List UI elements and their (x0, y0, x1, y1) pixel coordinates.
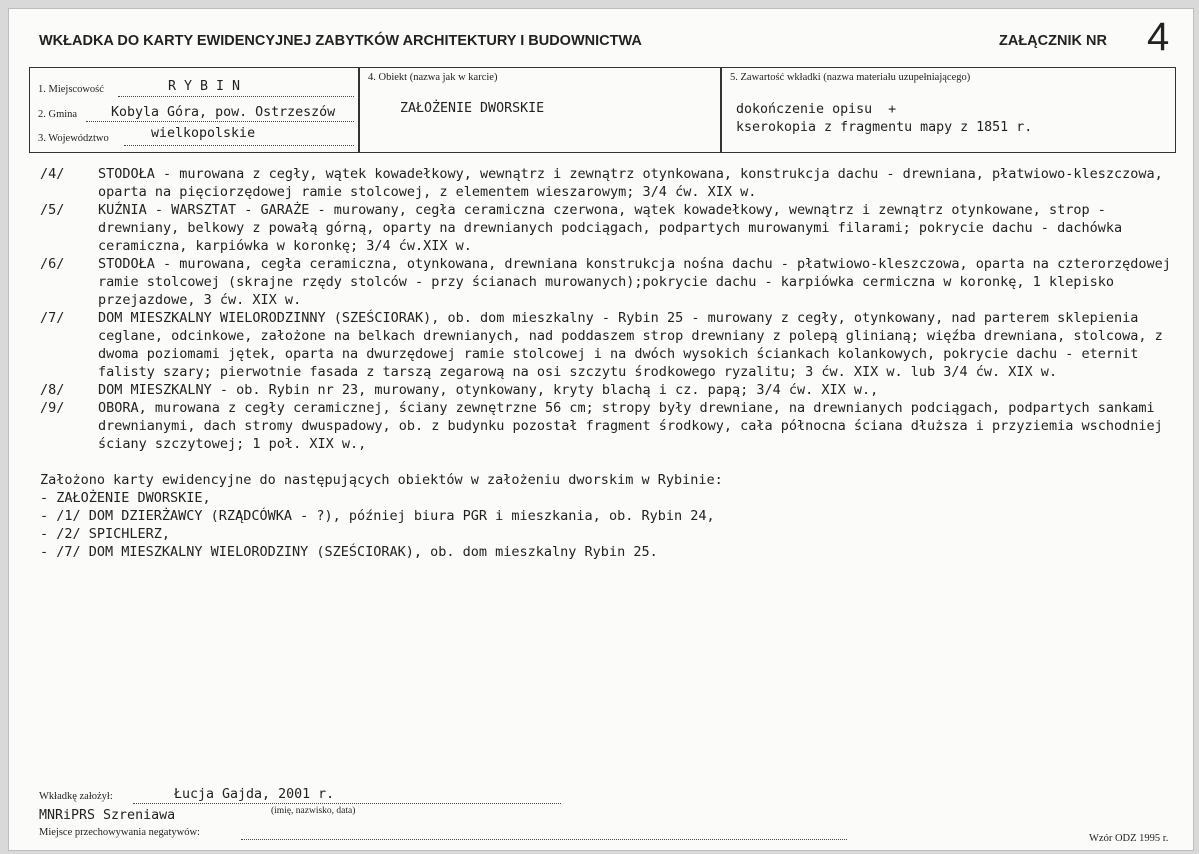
institution: MNRiPRS Szreniawa (39, 808, 176, 823)
entry-text: OBORA, murowana z cegły ceramicznej, ściany zewnętrzne 56 cm; stropy były drewniane, na drewnianych podciągach, podpartych sankami drewnianymi, dach stromy dwuspadowy, ob. z budynku pozostał fragment środkowy, cała północna ściana dłuższa i przyziemia wschodniej ściany szczytowej; 1 poł. XIX w., (98, 400, 1171, 452)
annex-label: ZAŁĄCZNIK NR (999, 33, 1107, 49)
form-title: WKŁADKA DO KARTY EWIDENCYJNEJ ZABYTKÓW ARCHITEKTURY I BUDOWNICTWA (39, 33, 642, 49)
record-sheet (8, 8, 1194, 851)
wojewodztwo-value: wielkopolskie (151, 126, 256, 141)
entry-item (40, 399, 1180, 453)
entry-item (40, 165, 1180, 201)
summary-intro: Założono karty ewidencyjne do następujących obiektów w założeniu dworskim w Rybinie: (40, 472, 723, 488)
author-hint: (imię, nazwisko, data) (271, 806, 356, 816)
entry-list (40, 165, 1180, 453)
description-body (40, 165, 1180, 561)
wojewodztwo-field (38, 127, 354, 147)
author-label: Wkładkę założył: (39, 791, 113, 802)
object-label: 4. Obiekt (nazwa jak w karcie) (368, 72, 498, 83)
miejscowosc-label: 1. Miejscowość (38, 84, 104, 95)
entry-text: DOM MIESZKALNY WIELORODZINNY (SZEŚCIORAK), ob. dom mieszkalny - Rybin 25 - murowany z cegły, otynkowany, nad parterem sklepienia ceglane, odcinkowe, założone na belkach drewnianych, nad poddaszem strop drewniany z polepą glinianą; więźba drewniana, stolcowa, z dwoma poziomami jętek, oparta na dwurzędowej ramie stolcowej i na dwóch wysokich ściankach kolankowych, pokrycie dachu - eternit falisty szary; pierwotnie fasada z tarszą zegarową na osi szczytu środkowego ryzalitu; 3 ćw. XIX w. lub 3/4 ćw. XIX w. (98, 310, 1171, 380)
form-code: Wzór ODZ 1995 r. (1089, 833, 1169, 844)
annex-number: 4 (1147, 15, 1170, 59)
entry-item (40, 255, 1180, 309)
object-value: ZAŁOŻENIE DWORSKIE (400, 101, 545, 116)
contents-line-1: dokończenie opisu + (736, 102, 897, 117)
negatives-label: Miejsce przechowywania negatywów: (39, 827, 200, 838)
summary-item: - ZAŁOŻENIE DWORSKIE, (40, 490, 211, 506)
entry-number: /8/ (40, 382, 65, 398)
author-row (39, 791, 113, 802)
entry-number: /6/ (40, 256, 65, 272)
miejscowosc-value: R Y B I N (168, 79, 241, 94)
author-value: Łucja Gajda, 2001 r. (174, 787, 335, 802)
entry-item (40, 309, 1180, 381)
contents-box (721, 67, 1176, 153)
wojewodztwo-label: 3. Województwo (38, 133, 109, 144)
entry-text: STODOŁA - murowana, cegła ceramiczna, otynkowana, drewniana konstrukcja nośna dachu - płatwiowo-kleszczowa, oparta na czterorzędowej ramie stolcowej (skrajne rzędy stolców - przy ścianach murowanych);pokrycie dachu - karpiówka cermiczna w koronkę, 1 klepisko przejazdowe, 3 ćw. XIX w. (98, 256, 1179, 308)
gmina-label: 2. Gmina (38, 109, 78, 120)
entry-number: /5/ (40, 202, 65, 218)
entry-item (40, 201, 1180, 255)
entry-number: /4/ (40, 166, 65, 182)
object-box (359, 67, 721, 153)
entry-text: STODOŁA - murowana z cegły, wątek kowadełkowy, wewnątrz i zewnątrz otynkowana, konstrukcja dachu - drewniana, płatwiowo-kleszczowa, oparta na pięciorzędowej ramie stolcowej, z elementem wieszarowym; 3/4 ćw. XIX w. (98, 166, 1171, 200)
gmina-value: Kobyla Góra, pow. Ostrzeszów (111, 105, 336, 120)
summary-item: - /7/ DOM MIESZKALNY WIELORODZINY (SZEŚCIORAK), ob. dom mieszkalny Rybin 25. (40, 544, 658, 560)
entry-item (40, 381, 1180, 399)
contents-line-2: kserokopia z fragmentu mapy z 1851 r. (736, 120, 1033, 135)
entry-number: /9/ (40, 400, 65, 416)
gmina-field (38, 103, 354, 123)
entry-text: DOM MIESZKALNY - ob. Rybin nr 23, murowany, otynkowany, kryty blachą i cz. papą; 3/4 ćw. XIX w., (98, 382, 879, 398)
entry-number: /7/ (40, 310, 65, 326)
summary-list (40, 489, 1180, 561)
entry-text: KUŹNIA - WARSZTAT - GARAŻE - murowany, cegła ceramiczna czerwona, wątek kowadełkowy, wewnątrz i zewnątrz otynkowane, strop - drewniany, belkowy z powałą górną, oparty na drewnianych podciągach, podpartych murowanymi filarami; pokrycie dachu - dachówka ceramiczna, karpiówka w koronkę; 3/4 ćw.XIX w. (98, 202, 1131, 254)
location-box (29, 67, 359, 153)
miejscowosc-field (38, 78, 354, 98)
summary-item: - /2/ SPICHLERZ, (40, 526, 171, 542)
negatives-row (39, 827, 200, 838)
contents-label: 5. Zawartość wkładki (nazwa materiału uzupełniającego) (730, 72, 971, 83)
summary-item: - /1/ DOM DZIERŻAWCY (RZĄDCÓWKA - ?), później biura PGR i mieszkania, ob. Rybin 24, (40, 508, 715, 524)
